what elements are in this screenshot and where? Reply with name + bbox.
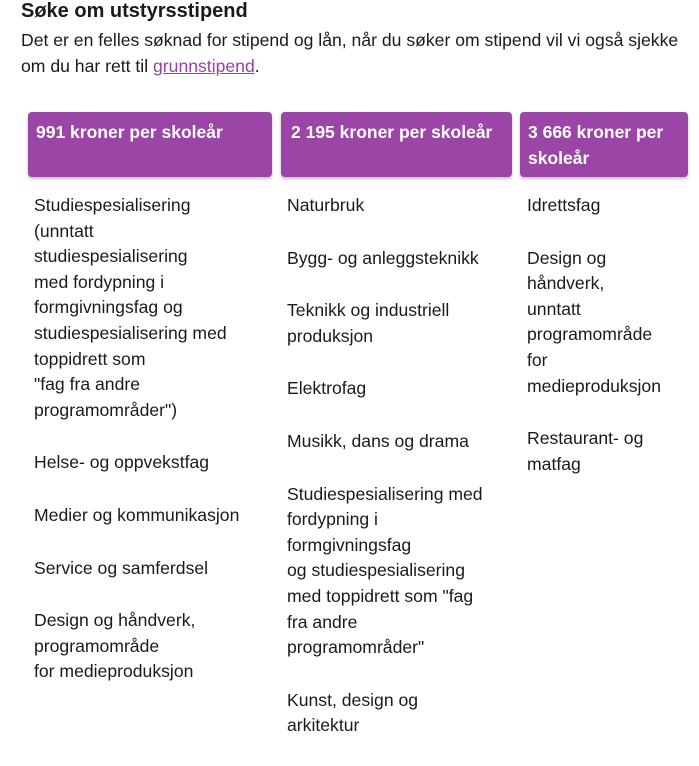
list-item: Medier og kommunikasjon bbox=[34, 504, 240, 525]
column-header-3666: 3 666 kroner per skoleår bbox=[520, 112, 688, 177]
list-item: Studiespesialisering (unntatt studiespesialisering med fordypning i formgivningsfag og studiespesialisering med toppidrett som "fag fra andre programområder") bbox=[34, 195, 227, 420]
list-item: Helse- og oppvekstfag bbox=[34, 452, 210, 473]
list-item: Musikk, dans og drama bbox=[287, 430, 469, 451]
page-title: Søke om utstyrsstipend bbox=[21, 0, 248, 22]
grunnstipend-link[interactable]: grunnstipend bbox=[153, 56, 255, 76]
intro-text-end: . bbox=[254, 56, 260, 76]
list-item: Teknikk og industriell produksjon bbox=[287, 300, 450, 346]
list-item: Studiespesialisering med fordypning i formgivningsfag og studiespesialisering med toppidrett som "fag fra andre programområder" bbox=[287, 483, 483, 658]
list-item: Design og håndverk, programområde for medieproduksjon bbox=[34, 610, 196, 682]
list-item: Restaurant- og matfag bbox=[527, 428, 644, 474]
list-item: Idrettsfag bbox=[527, 195, 601, 215]
list-item: Design og håndverk, unntatt programområde for medieproduksjon bbox=[527, 247, 661, 396]
list-item: Service og samferdsel bbox=[34, 557, 209, 578]
column-header-991: 991 kroner per skoleår bbox=[28, 112, 272, 177]
list-item: Elektrofag bbox=[287, 378, 367, 399]
intro-text: Det er en felles søknad for stipend og lån, når du søker om stipend vil vi også sjekke om du har rett til bbox=[21, 30, 679, 76]
column-list-3666 bbox=[527, 193, 687, 504]
column-list-2195 bbox=[287, 193, 509, 766]
column-list-991 bbox=[34, 193, 269, 712]
list-item: Naturbruk bbox=[287, 195, 365, 215]
list-item: Kunst, design og arkitektur bbox=[287, 689, 419, 736]
intro-paragraph bbox=[21, 27, 691, 79]
list-item: Bygg- og anleggsteknikk bbox=[287, 247, 479, 268]
column-header-2195: 2 195 kroner per skoleår bbox=[281, 112, 512, 177]
